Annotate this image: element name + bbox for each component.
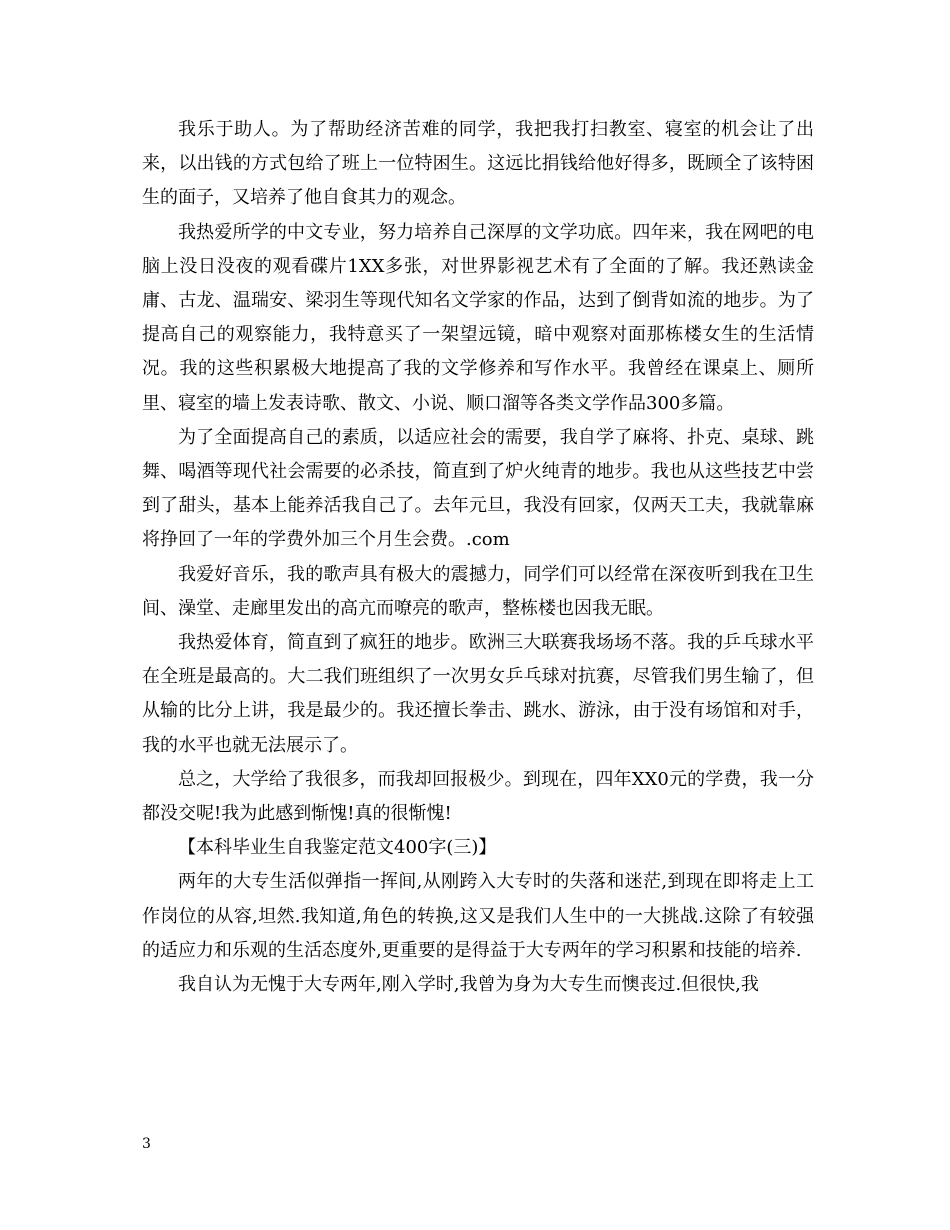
paragraph-helping-others: 我乐于助人。为了帮助经济苦难的同学，我把我打扫教室、寝室的机会让了出来，以出钱的方式包给了班上一位特困生。这远比捐钱给他好得多，既顾全了该特困生的面子，又培养了他自食其力的观念。 bbox=[142, 119, 814, 209]
page-number: 3 bbox=[142, 1136, 151, 1152]
paragraph-college-years: 两年的大专生活似弹指一挥间,从刚跨入大专时的失落和迷茫,到现在即将走上工作岗位的从容,坦然.我知道,角色的转换,这又是我们人生中的一大挑战.这除了有较强的适应力和乐观的生活态度外,更重要的是得益于大专两年的学习积累和技能的培养. bbox=[142, 871, 814, 961]
paragraph-sports: 我热爱体育，简直到了疯狂的地步。欧洲三大联赛我场场不落。我的乒乓球水平在全班是最高的。大二我们班组织了一次男女乒乓球对抗赛，尽管我们男生输了，但从输的比分上讲，我是最少的。我还擅长拳击、跳水、游泳，由于没有场馆和对手，我的水平也就无法展示了。 bbox=[142, 632, 814, 756]
document-body bbox=[142, 113, 814, 1002]
paragraph-music: 我爱好音乐，我的歌声具有极大的震撼力，同学们可以经常在深夜听到我在卫生间、澡堂、走廊里发出的高亢而嘹亮的歌声，整栋楼也因我无眠。 bbox=[142, 563, 814, 619]
paragraph-chinese-major: 我热爱所学的中文专业，努力培养自己深厚的文学功底。四年来，我在网吧的电脑上没日没夜的观看碟片1XX多张，对世界影视艺术有了全面的了解。我还熟读金庸、古龙、温瑞安、梁羽生等现代知名文学家的作品，达到了倒背如流的地步。为了提高自己的观察能力，我特意买了一架望远镜，暗中观察对面那栋楼女生的生活情况。我的这些积累极大地提高了我的文学修养和写作水平。我曾经在课桌上、厕所里、寝室的墙上发表诗歌、散文、小说、顺口溜等各类文学作品300多篇。 bbox=[142, 221, 814, 414]
paragraph-conclusion: 总之，大学给了我很多，而我却回报极少。到现在，四年XX0元的学费，我一分都没交呢!我为此感到惭愧!真的很惭愧! bbox=[142, 768, 814, 825]
section-heading: 【本科毕业生自我鉴定范文400字(三)】 bbox=[178, 837, 497, 859]
paragraph-self-study-skills: 为了全面提高自己的素质，以适应社会的需要，我自学了麻将、扑克、桌球、跳舞、喝酒等现代社会需要的必杀技，简直到了炉火纯青的地步。我也从这些技艺中尝到了甜头，基本上能养活我自己了。去年元旦，我没有回家，仅两天工夫，我就靠麻将挣回了一年的学费外加三个月生会费。.com bbox=[142, 426, 814, 551]
paragraph-self-assessment: 我自认为无愧于大专两年,刚入学时,我曾为身为大专生而懊丧过.但很快,我 bbox=[178, 974, 759, 996]
